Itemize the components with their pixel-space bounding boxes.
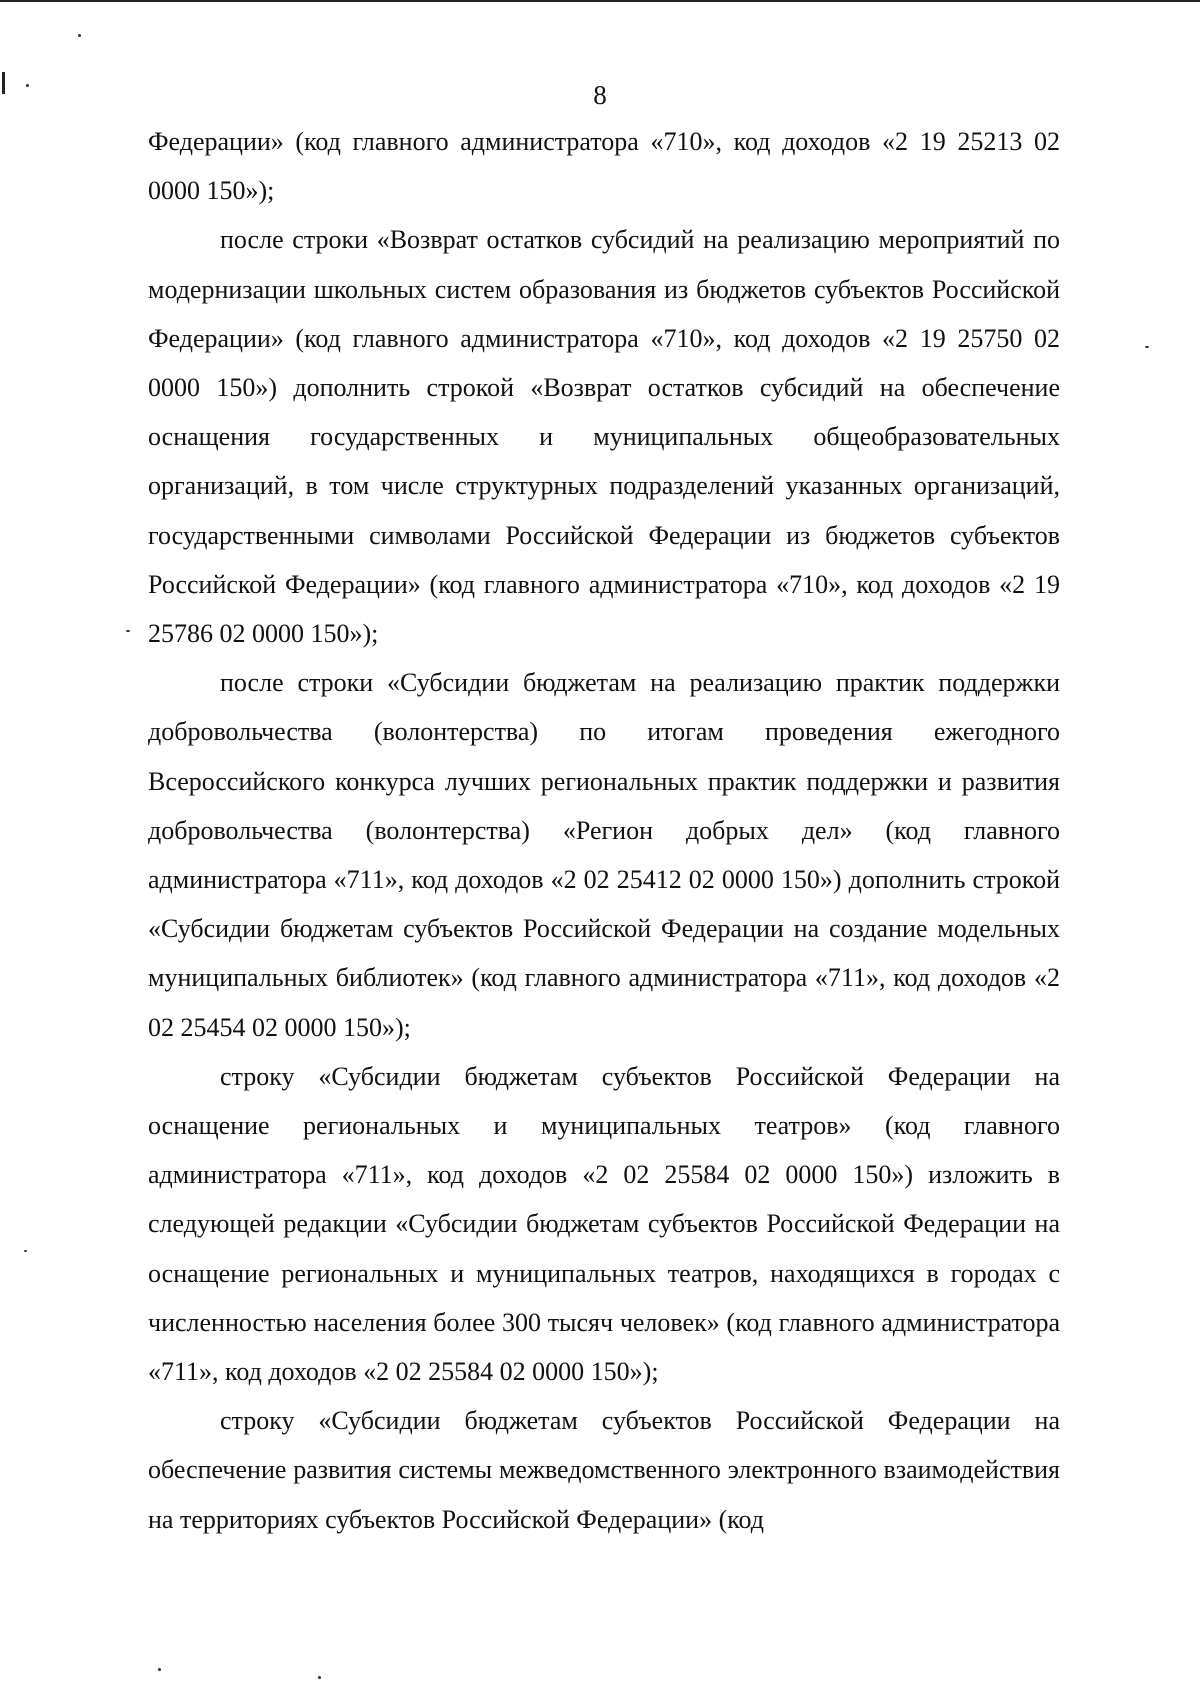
scan-speck (24, 1250, 27, 1252)
paragraph-volunteering-subsidies: после строки «Субсидии бюджетам на реализацию практик поддержки добровольчества (волонтерства) по итогам проведения ежегодного Всероссийского конкурса лучших региональных практик поддержки и развития добровольчества (волонтерства) «Регион добрых дел» (код главного администратора «711», код доходов «2 02 25412 02 0000 150») дополнить строкой «Субсидии бюджетам субъектов Российской Федерации на создание модельных муниципальных библиотек» (код главного администратора «711», код доходов «2 02 25454 02 0000 150»); (148, 668, 1060, 1042)
scan-speck (78, 34, 81, 37)
document-body (148, 117, 1060, 1544)
paragraph-theatres-subsidies: строку «Субсидии бюджетам субъектов Российской Федерации на оснащение региональных и муниципальных театров» (код главного администратора «711», код доходов «2 02 25584 02 0000 150») изложить в следующей редакции «Субсидии бюджетам субъектов Российской Федерации на оснащение региональных и муниципальных театров, находящихся в городах с численностью населения более 300 тысяч человек» (код главного администратора «711», код доходов «2 02 25584 02 0000 150»); (148, 1061, 1060, 1387)
page-number: 8 (593, 80, 607, 110)
scan-top-edge (0, 0, 1200, 2)
paragraph-return-of-subsidies: после строки «Возврат остатков субсидий на реализацию мероприятий по модернизации школьных систем образования из бюджетов субъектов Российской Федерации» (код главного администратора «710», код доходов «2 19 25750 02 0000 150») дополнить строкой «Возврат остатков субсидий на обеспечение оснащения государственных и муниципальных общеобразовательных организаций, в том числе структурных подразделений указанных организаций, государственными символами Российской Федерации из бюджетов субъектов Российской Федерации» (код главного администратора «710», код доходов «2 19 25786 02 0000 150»); (148, 225, 1060, 649)
scan-speck (158, 1668, 161, 1671)
scan-speck (1145, 346, 1149, 348)
scan-speck (318, 1676, 321, 1679)
paragraph-continuation: Федерации» (код главного администратора «710», код доходов «2 19 25213 02 0000 150»); (148, 127, 1060, 206)
scan-speck (126, 630, 130, 632)
paragraph-interagency-interaction: строку «Субсидии бюджетам субъектов Российской Федерации на обеспечение развития системы межведомственного электронного взаимодействия на территориях субъектов Российской Федерации» (код (148, 1406, 1060, 1534)
